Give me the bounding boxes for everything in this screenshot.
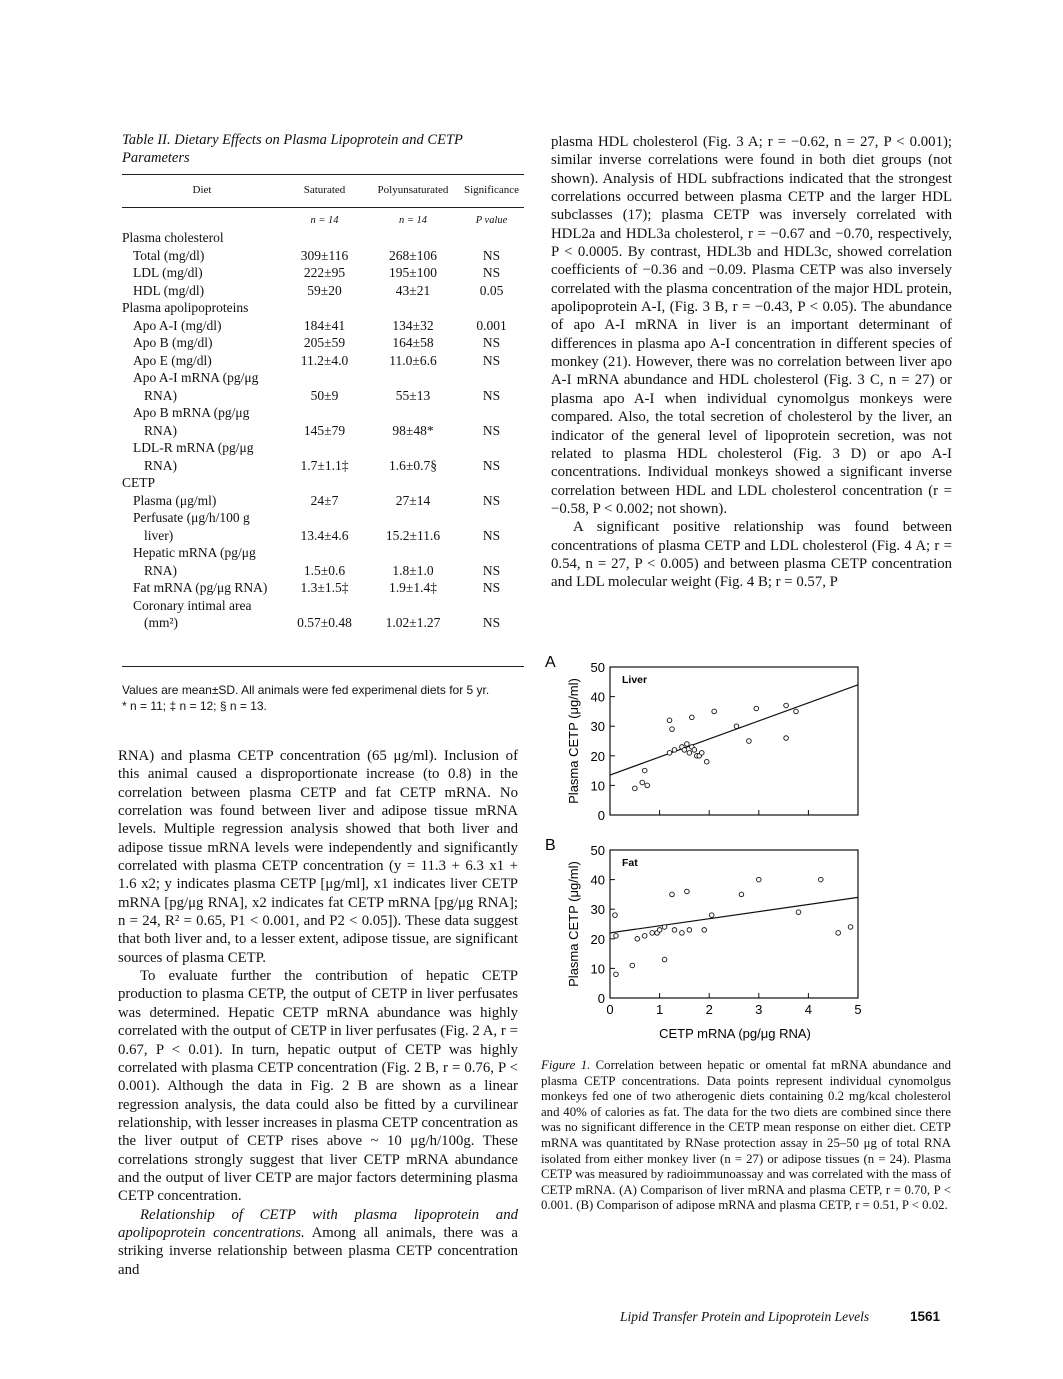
table-row xyxy=(122,527,524,545)
cell-label: liver) xyxy=(144,527,174,543)
cell-sat xyxy=(282,369,367,387)
col-header-significance: Significance xyxy=(464,184,519,196)
y-axis-label: Plasma CETP (μg/ml) xyxy=(566,861,581,987)
data-point xyxy=(672,928,677,933)
data-point xyxy=(754,706,759,711)
x-tick-label: 0 xyxy=(606,1002,614,1017)
cell-label: (mm²) xyxy=(144,615,179,630)
panel-label-a: A xyxy=(545,654,556,671)
cell-sat: 1.5±0.6 xyxy=(303,562,346,578)
cell-sat: 11.2±4.0 xyxy=(300,352,349,368)
figure-caption-label: Figure 1. xyxy=(541,1058,591,1072)
cell-poly: 1.02±1.27 xyxy=(385,615,441,630)
cell-label: Apo B (mg/dl) xyxy=(133,335,213,350)
n-saturated: n = 14 xyxy=(310,214,339,226)
data-point xyxy=(670,892,675,897)
col-header-saturated: Saturated xyxy=(303,184,346,196)
data-point xyxy=(670,727,675,732)
cell-label: Hepatic mRNA (pg/μg xyxy=(133,545,256,560)
cell-label: RNA) xyxy=(144,422,177,438)
table-row xyxy=(122,369,524,387)
cell-poly: 11.0±6.6 xyxy=(389,352,437,368)
cell-label: Apo E (mg/dl) xyxy=(133,352,212,368)
cell-poly xyxy=(367,474,459,492)
cell-sig: NS xyxy=(482,265,501,280)
data-point xyxy=(662,925,667,930)
cell-poly xyxy=(367,544,459,562)
data-point xyxy=(699,751,704,756)
cell-sig xyxy=(459,299,524,317)
cell-poly xyxy=(367,369,459,387)
x-tick-label: 4 xyxy=(804,1002,813,1017)
table-row xyxy=(122,492,524,510)
y-tick-label: 50 xyxy=(590,843,605,858)
section-heading: Relationship of CETP with plasma lipoprotein and apolipoprotein concentrations. xyxy=(118,1206,518,1241)
table-row xyxy=(122,597,524,615)
table-note-values: Values are mean±SD. All animals were fed experimenal diets for 5 yr. xyxy=(122,683,490,697)
paragraph-regression: RNA) and plasma CETP concentration (65 μg/ml). Inclusion of this animal caused a disproportionate increase (to 0.8) in the correlation between plasma CETP and fat CETP mRNA. No correlation was found between liver and adipose tissue mRNA levels. Multiple regression analysis showed that both liver and adipose tissue mRNA levels were independently and significantly correlated with plasma CETP concentration (y = 11.3 + 6.3 x1 + 1.6 x2; y indicates plasma CETP [μg/ml], x1 indicates liver CETP mRNA [pg/μg RNA], x2 indicates fat CETP mRNA [pg/μg RNA]; n = 24, R² = 0.65, P1 < 0.001, and P2 < 0.05]). These data suggest that both liver and, to a lesser extent, adipose tissue, are significant sources of plasma CETP. xyxy=(118,748,518,966)
table-row xyxy=(122,387,524,405)
data-point xyxy=(685,742,690,747)
data-point xyxy=(702,928,707,933)
figure-1 xyxy=(540,650,870,1045)
cell-poly xyxy=(367,229,459,247)
paragraph-relationship-text: Among all animals, there was a striking inverse relationship between plasma CETP concentration and xyxy=(118,1224,518,1278)
data-point xyxy=(757,877,762,882)
data-point xyxy=(690,715,695,720)
cell-sat: 1.3±1.5‡ xyxy=(300,580,349,595)
data-point xyxy=(613,913,618,918)
cell-sat xyxy=(282,509,367,527)
plot-frame xyxy=(610,850,858,998)
data-point xyxy=(747,739,752,744)
cell-sat: 50±9 xyxy=(310,387,339,403)
cell-poly xyxy=(367,509,459,527)
data-point xyxy=(635,937,640,942)
panel-a-liver xyxy=(566,660,858,823)
y-tick-label: 50 xyxy=(590,660,605,675)
right-column-text xyxy=(551,133,952,592)
panel-label-b: B xyxy=(545,837,556,854)
table-ii xyxy=(122,182,524,632)
data-point xyxy=(662,957,667,962)
data-point xyxy=(836,931,841,936)
table-row xyxy=(122,299,524,317)
cell-sig: NS xyxy=(482,527,501,543)
y-tick-label: 20 xyxy=(590,931,605,947)
cell-sat: 1.7±1.1‡ xyxy=(300,457,349,473)
cell-poly: 268±106 xyxy=(389,247,437,263)
table-row xyxy=(122,579,524,597)
y-tick-label: 40 xyxy=(590,689,605,705)
data-point xyxy=(630,963,635,968)
cell-sat: 205±59 xyxy=(303,335,346,350)
data-point xyxy=(819,877,824,882)
paragraph-hdl: plasma HDL cholesterol (Fig. 3 A; r = −0.62, n = 27, P < 0.001); similar inverse correlations were found in both diet groups (not shown). Analysis of HDL subfractions indicated that the strongest correlations occurred between plasma CETP and the larger HDL subclasses (17); plasma CETP was inversely correlated with HDL2a and HDL3a cholesterol, r = −0.67 and −0.70, respectively, P < 0.0005. By contrast, HDL3b and HDL3c, showed correlation coefficients of −0.36 and −0.09. Plasma CETP was also inversely correlated with the plasma concentration of the major HDL protein, apolipoprotein A-I, (Fig. 3 B, r = −0.43, P < 0.05). The abundance of apo A-I mRNA in liver is an important determinant of differences in plasma apo A-I concentration in different species of monkey (21). However, there was no correlation between liver apo A-I mRNA abundance and HDL cholesterol (Fig. 3 C, n = 27) or plasma apo A-I when individual cynomolgus monkeys were compared. Also, the total secretion of cholesterol by the liver, an indicator of the general level of lipoprotein secretion, was not related to plasma HDL cholesterol (Fig. 3 D) or apo A-I concentrations. Individual monkeys showed a significant inverse correlation between HDL and LDL cholesterol concentration (r = −0.58, P < 0.002; not shown). xyxy=(551,134,952,517)
cell-poly: 27±14 xyxy=(395,492,431,508)
regression-line xyxy=(610,897,858,933)
cell-sat xyxy=(282,229,367,247)
n-row-label xyxy=(122,207,282,229)
cell-poly: 43±21 xyxy=(395,282,431,298)
cell-sig: NS xyxy=(482,352,501,368)
y-tick-label: 20 xyxy=(590,748,605,764)
data-point xyxy=(784,703,789,708)
cell-sat: 145±79 xyxy=(303,422,346,438)
cell-poly: 1.9±1.4‡ xyxy=(389,580,437,595)
cell-sat xyxy=(282,544,367,562)
cell-poly: 15.2±11.6 xyxy=(385,527,441,543)
cell-label: HDL (mg/dl) xyxy=(133,282,205,298)
table-row xyxy=(122,404,524,422)
cell-sig: 0.05 xyxy=(479,282,504,298)
cell-sig: NS xyxy=(482,615,501,630)
cell-label: LDL (mg/dl) xyxy=(133,265,203,280)
data-point xyxy=(712,709,717,714)
table-row xyxy=(122,317,524,335)
data-point xyxy=(645,783,650,788)
cell-sat xyxy=(282,299,367,317)
table-row xyxy=(122,562,524,580)
col-header-polyunsaturated: Polyunsaturated xyxy=(377,184,449,196)
data-point xyxy=(687,751,692,756)
cell-poly: 134±32 xyxy=(392,317,434,333)
cell-label: Total (mg/dl) xyxy=(133,247,205,263)
cell-label: Coronary intimal area xyxy=(133,597,252,613)
paragraph-perfusate: To evaluate further the contribution of hepatic CETP production to plasma CETP, the output of CETP in liver perfusates was determined. Hepatic CETP mRNA abundance was highly correlated with the output of CETP in liver perfusates (Fig. 2 A, r = 0.67, P < 0.01). In turn, hepatic output of CETP was highly correlated with plasma CETP concentration (Fig. 2 B, r = 0.76, P < 0.001). Although the data in Fig. 2 B are shown as a linear regression analysis, the data could also be fitted by a curvilinear relationship, with lesser increases in plasma CETP concentration as the liver output of CETP rises above ~ 10 μg/h/100g. These correlations strongly suggest that liver CETP mRNA abundance and the output of liver CETP are major factors determining plasma CETP concentration. xyxy=(118,968,518,1205)
regression-line xyxy=(610,685,858,775)
x-tick-label: 5 xyxy=(854,1002,862,1017)
cell-sat: 309±116 xyxy=(300,247,349,263)
cell-sat: 222±95 xyxy=(303,265,346,280)
panel-title: Liver xyxy=(622,674,648,686)
y-tick-label: 0 xyxy=(597,808,605,823)
data-point xyxy=(682,748,687,753)
x-axis-label: CETP mRNA (pg/μg RNA) xyxy=(659,1026,811,1041)
data-point xyxy=(692,748,697,753)
cell-sat: 59±20 xyxy=(307,282,342,298)
cell-poly: 1.6±0.7§ xyxy=(389,457,437,473)
cell-label: Fat mRNA (pg/μg RNA) xyxy=(133,580,268,595)
cell-poly: 55±13 xyxy=(395,387,431,403)
y-tick-label: 30 xyxy=(590,719,605,735)
table-row xyxy=(122,439,524,457)
cell-label: RNA) xyxy=(144,457,177,473)
cell-poly xyxy=(367,597,459,615)
table-row xyxy=(122,544,524,562)
data-point xyxy=(614,934,619,939)
table-row xyxy=(122,264,524,282)
cell-label: CETP xyxy=(122,475,156,490)
cell-sig: NS xyxy=(482,247,501,263)
cell-sat: 24±7 xyxy=(310,492,339,508)
col-header-diet: Diet xyxy=(192,184,212,196)
data-point xyxy=(657,928,662,933)
cell-sat xyxy=(282,439,367,457)
data-point xyxy=(633,786,638,791)
y-tick-label: 10 xyxy=(590,961,605,977)
data-point xyxy=(784,736,789,741)
cell-sig xyxy=(459,369,524,387)
data-point xyxy=(848,925,853,930)
panel-b-fat xyxy=(566,843,862,1017)
cell-sat xyxy=(282,597,367,615)
cell-poly: 164±58 xyxy=(392,335,434,350)
table-title: Table II. Dietary Effects on Plasma Lipoprotein and CETP Parameters xyxy=(122,132,463,166)
data-point xyxy=(796,910,801,915)
cell-sig: NS xyxy=(482,335,501,350)
table-row xyxy=(122,282,524,300)
n-polyunsaturated: n = 14 xyxy=(398,214,428,226)
data-point xyxy=(650,931,655,936)
cell-sig: NS xyxy=(482,422,501,438)
cell-sig: NS xyxy=(482,492,501,508)
cell-sat: 0.57±0.48 xyxy=(297,615,352,630)
y-tick-label: 30 xyxy=(590,902,605,918)
cell-sig xyxy=(459,474,524,492)
cell-label: Plasma apolipoproteins xyxy=(122,300,249,315)
table-row xyxy=(122,334,524,352)
cell-label: Plasma cholesterol xyxy=(122,230,224,245)
cell-poly: 1.8±1.0 xyxy=(392,562,434,578)
running-title: Lipid Transfer Protein and Lipoprotein Levels xyxy=(620,1309,870,1324)
table-row xyxy=(122,247,524,265)
paragraph-ldl: A significant positive relationship was found between concentrations of plasma CETP and LDL cholesterol (Fig. 4 A; r = 0.54, n = 27, P < 0.005) and between plasma CETP concentration and LDL molecular weight (Fig. 4 B; r = 0.57, P xyxy=(551,519,952,591)
table-note-n: * n = 11; ‡ n = 12; § n = 13. xyxy=(122,699,267,713)
table-body xyxy=(122,229,524,632)
page-number: 1561 xyxy=(910,1309,941,1324)
table-row xyxy=(122,352,524,370)
cell-sig xyxy=(459,544,524,562)
cell-sig: NS xyxy=(482,580,501,595)
cell-poly: 195±100 xyxy=(389,265,437,280)
cell-sig: NS xyxy=(482,562,501,578)
data-point xyxy=(680,931,685,936)
table-top-rule xyxy=(122,174,524,175)
cell-sig: NS xyxy=(482,387,501,403)
data-point xyxy=(667,751,672,756)
x-tick-label: 1 xyxy=(655,1002,664,1017)
data-point xyxy=(709,913,714,918)
cell-poly xyxy=(367,439,459,457)
cell-label: RNA) xyxy=(144,387,177,403)
table-row xyxy=(122,614,524,632)
cell-sig: 0.001 xyxy=(476,317,507,333)
y-axis-label: Plasma CETP (μg/ml) xyxy=(566,678,581,804)
data-point xyxy=(642,768,647,773)
data-point xyxy=(667,718,672,723)
x-tick-label: 3 xyxy=(755,1002,763,1017)
cell-poly: 98±48* xyxy=(392,422,434,438)
table-row xyxy=(122,229,524,247)
cell-poly xyxy=(367,299,459,317)
cell-sig: NS xyxy=(482,457,501,473)
p-value-header: P value xyxy=(475,214,508,226)
cell-label: Apo B mRNA (pg/μg xyxy=(133,405,250,420)
cell-sig xyxy=(459,509,524,527)
y-tick-label: 10 xyxy=(590,778,605,794)
data-point xyxy=(687,928,692,933)
data-point xyxy=(794,709,799,714)
table-row xyxy=(122,509,524,527)
left-column-text xyxy=(118,747,518,1279)
data-point xyxy=(739,892,744,897)
cell-sig xyxy=(459,439,524,457)
table-row xyxy=(122,457,524,475)
x-tick-label: 2 xyxy=(705,1002,713,1017)
data-point xyxy=(734,724,739,729)
data-point xyxy=(642,934,647,939)
cell-label: Apo A-I (mg/dl) xyxy=(133,317,222,333)
cell-label: LDL-R mRNA (pg/μg xyxy=(133,440,254,455)
cell-sat xyxy=(282,404,367,422)
data-point xyxy=(614,972,619,977)
cell-label: Apo A-I mRNA (pg/μg xyxy=(133,370,259,385)
data-point xyxy=(685,889,690,894)
cell-label: Perfusate (μg/h/100 g xyxy=(133,510,250,525)
cell-label: RNA) xyxy=(144,562,177,578)
table-row xyxy=(122,422,524,440)
paragraph-relationship xyxy=(118,1206,518,1279)
data-point xyxy=(672,748,677,753)
cell-label: Plasma (μg/ml) xyxy=(133,492,217,508)
cell-sat: 184±41 xyxy=(303,317,346,333)
cell-sat: 13.4±4.6 xyxy=(300,527,349,543)
data-point xyxy=(640,780,645,785)
data-point xyxy=(704,759,709,764)
table-bottom-rule xyxy=(122,666,524,667)
plot-frame xyxy=(610,667,858,815)
cell-sig xyxy=(459,597,524,615)
figure-caption-text: Correlation between hepatic or omental fat mRNA abundance and plasma CETP concentrations. Data points represent individual cynomolgus monkeys fed one of two atherogenic diets containing 0.2 mg/kcal cholesterol and 40% of calories as fat. The data for the two diets are combined since there was no significant difference in the CETP mean response on either diet. CETP mRNA was quantitated by RNase protection assay in 25–50 μg of total RNA isolated from either monkey liver (n = 27) or adipose tissues (n = 24). Plasma CETP was measured by radioimmunoassay and was correlated with the mass of CETP mRNA. (A) Comparison of liver mRNA and plasma CETP, r = 0.70, P < 0.001. (B) Comparison of adipose mRNA and plasma CETP, r = 0.51, P < 0.02. xyxy=(541,1058,952,1213)
figure-caption xyxy=(541,1058,951,1214)
cell-sat xyxy=(282,474,367,492)
cell-sig xyxy=(459,229,524,247)
y-tick-label: 0 xyxy=(597,991,605,1006)
y-tick-label: 40 xyxy=(590,872,605,888)
cell-sig xyxy=(459,404,524,422)
cell-poly xyxy=(367,404,459,422)
table-footnote xyxy=(122,682,527,714)
table-row xyxy=(122,474,524,492)
panel-title: Fat xyxy=(622,857,638,869)
